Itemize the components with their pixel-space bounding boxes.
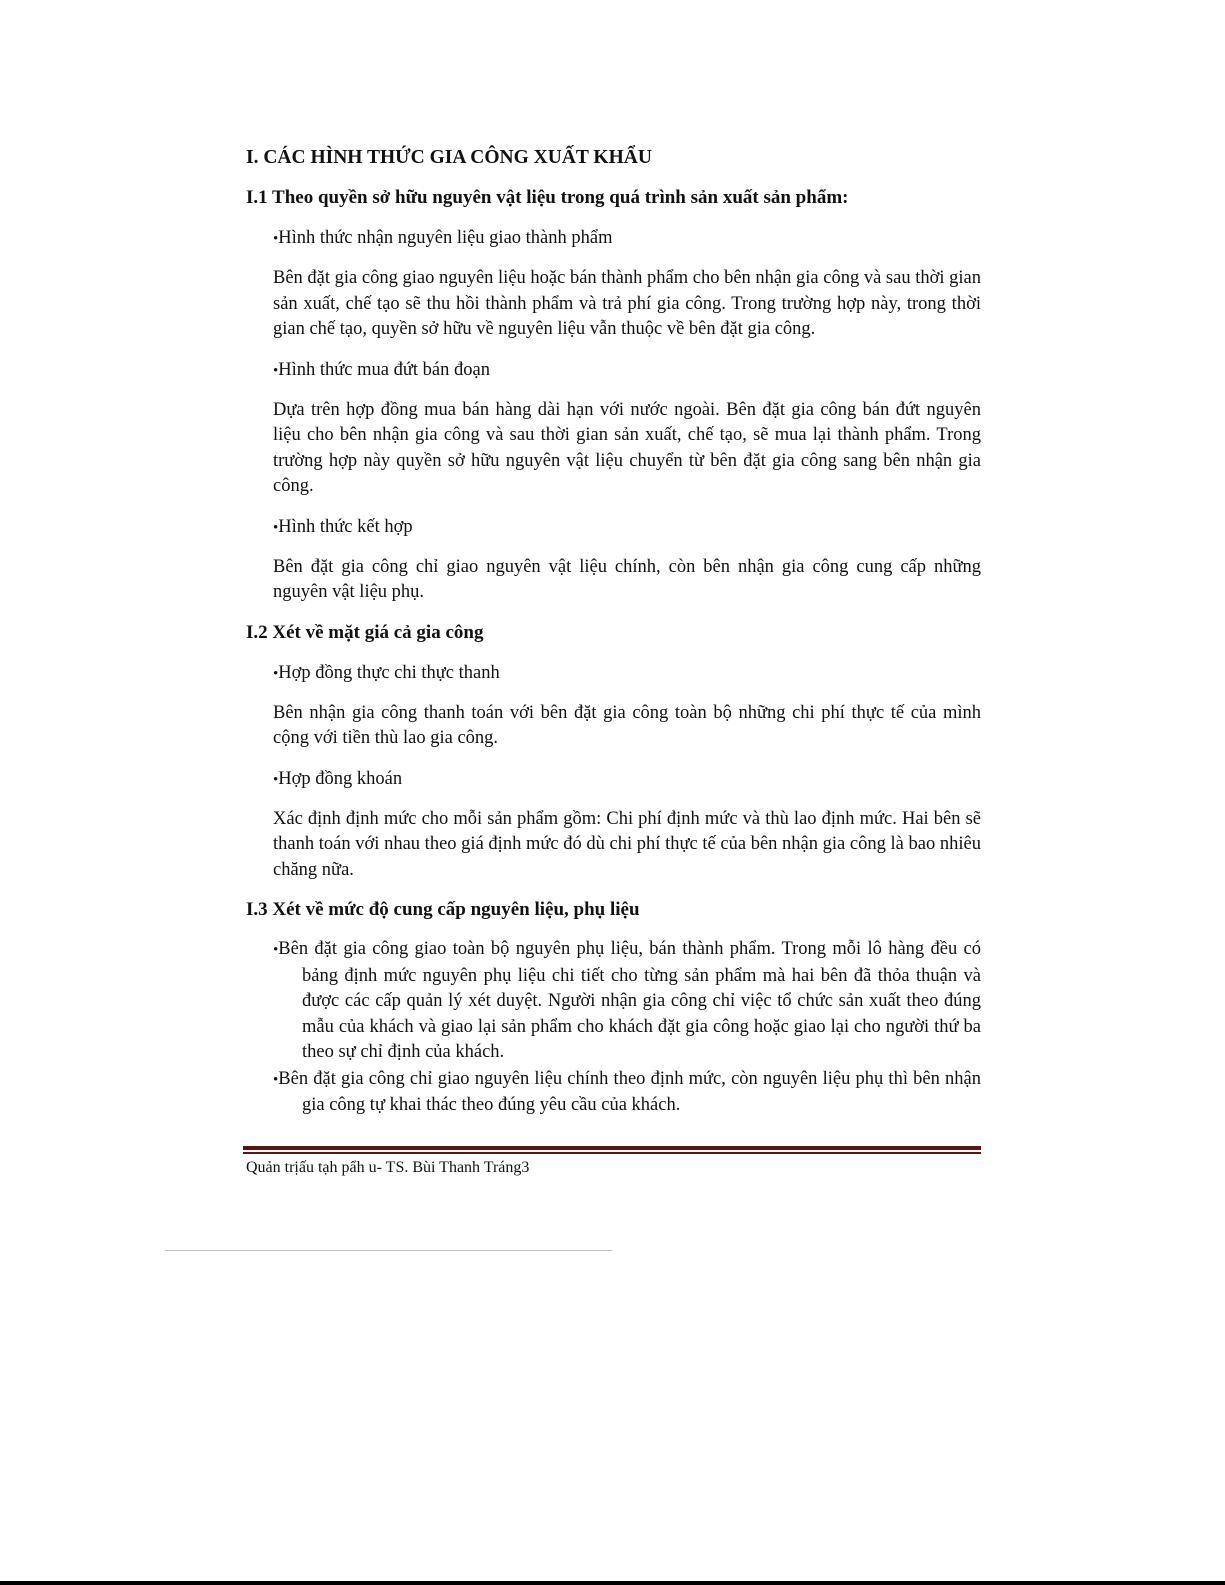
bullet-list <box>273 937 981 1119</box>
bullet-icon: • <box>273 1071 279 1088</box>
list-item <box>273 937 981 1066</box>
page-content <box>246 145 981 1120</box>
bullet-item-title <box>273 766 981 793</box>
bullet-item-title <box>273 514 981 541</box>
paragraph: Bên đặt gia công giao nguyên liệu hoặc bán thành phẩm cho bên nhận gia công và sau thời gian sản xuất, chế tạo sẽ thu hồi thành phẩm và trả phí gia công. Trong trường hợp này, trong thời gian chế tạo, quyền sở hữu về nguyên liệu vẫn thuộc về bên đặt gia công. <box>273 268 981 339</box>
bullet-icon: • <box>273 771 279 788</box>
subsection-heading-3: I.3 Xét về mức độ cung cấp nguyên liệu, phụ liệu <box>246 899 640 920</box>
paragraph: Xác định định mức cho mỗi sản phẩm gồm: Chi phí định mức và thù lao định mức. Hai bên sẽ thanh toán với nhau theo giá định mức đó dù chi phí thực tế của bên nhận gia công là bao nhiêu chăng nữa. <box>273 808 981 880</box>
bullet-icon: • <box>273 231 279 247</box>
bullet-item-title <box>273 357 981 384</box>
section-title: I. CÁC HÌNH THỨC GIA CÔNG XUẤT KHẨU <box>246 147 652 168</box>
bullet-title-text: Hình thức nhận nguyên liệu giao thành phẩm <box>278 228 613 248</box>
footer-rule-thick <box>243 1146 981 1150</box>
paragraph: Bên nhận gia công thanh toán với bên đặt gia công toàn bộ những chi phí thực tế của mình cộng với tiền thù lao gia công. <box>273 702 981 748</box>
bullet-icon: • <box>273 942 279 958</box>
paragraph: Dựa trên hợp đồng mua bán hàng dài hạn với nước ngoài. Bên đặt gia công bán đứt nguyên liệu cho bên nhận gia công và sau thời gian sản xuất, chế tạo, sẽ mua lại thành phẩm. Trong trường hợp này quyền sở hữu nguyên vật liệu chuyển từ bên đặt gia công sang bên nhận gia công. <box>273 399 981 496</box>
bullet-title-text: Hợp đồng thực chi thực thanh <box>278 662 500 683</box>
page-footer: Quản trịấu tạh pẩh u- TS. Bùi Thanh Tráng3 <box>246 1159 530 1176</box>
list-item-text: Bên đặt gia công giao toàn bộ nguyên phụ liệu, bán thành phẩm. Trong mỗi lô hàng đều có bảng định mức nguyên phụ liệu chi tiết cho từng sản phẩm mà hai bên đã thỏa thuận và được các cấp quản lý xét duyệt. Người nhận gia công chỉ việc tổ chức sản xuất theo đúng mẫu của khách và giao lại sản phẩm cho khách đặt gia công hoặc giao lại cho người thứ ba theo sự chỉ định của khách. <box>278 939 981 1062</box>
page-separator <box>165 1250 612 1251</box>
bullet-icon: • <box>273 665 279 682</box>
bullet-item-title <box>273 660 981 687</box>
list-item-text: Bên đặt gia công chỉ giao nguyên liệu chính theo định mức, còn nguyên liệu phụ thì bên nhận gia công tự khai thác theo đúng yêu cầu của khách. <box>278 1068 981 1115</box>
bottom-edge-line <box>0 1581 1225 1585</box>
list-item <box>273 1067 981 1119</box>
bullet-title-text: Hợp đồng khoán <box>278 768 403 789</box>
bullet-item-title <box>273 225 981 252</box>
bullet-icon: • <box>273 362 279 379</box>
bullet-title-text: Hình thức kết hợp <box>278 516 413 537</box>
bullet-title-text: Hình thức mua đứt bán đoạn <box>278 359 490 380</box>
subsection-heading-2: I.2 Xét về mặt giá cả gia công <box>246 621 484 643</box>
bullet-icon: • <box>273 519 279 536</box>
footer-rule-thin <box>243 1152 981 1154</box>
footer-rule <box>243 1146 981 1154</box>
paragraph: Bên đặt gia công chỉ giao nguyên vật liệu chính, còn bên nhận gia công cung cấp những nguyên vật liệu phụ. <box>273 556 981 602</box>
subsection-heading-1: I.1 Theo quyền sở hữu nguyên vật liệu trong quá trình sản xuất sản phẩm: <box>246 187 849 208</box>
